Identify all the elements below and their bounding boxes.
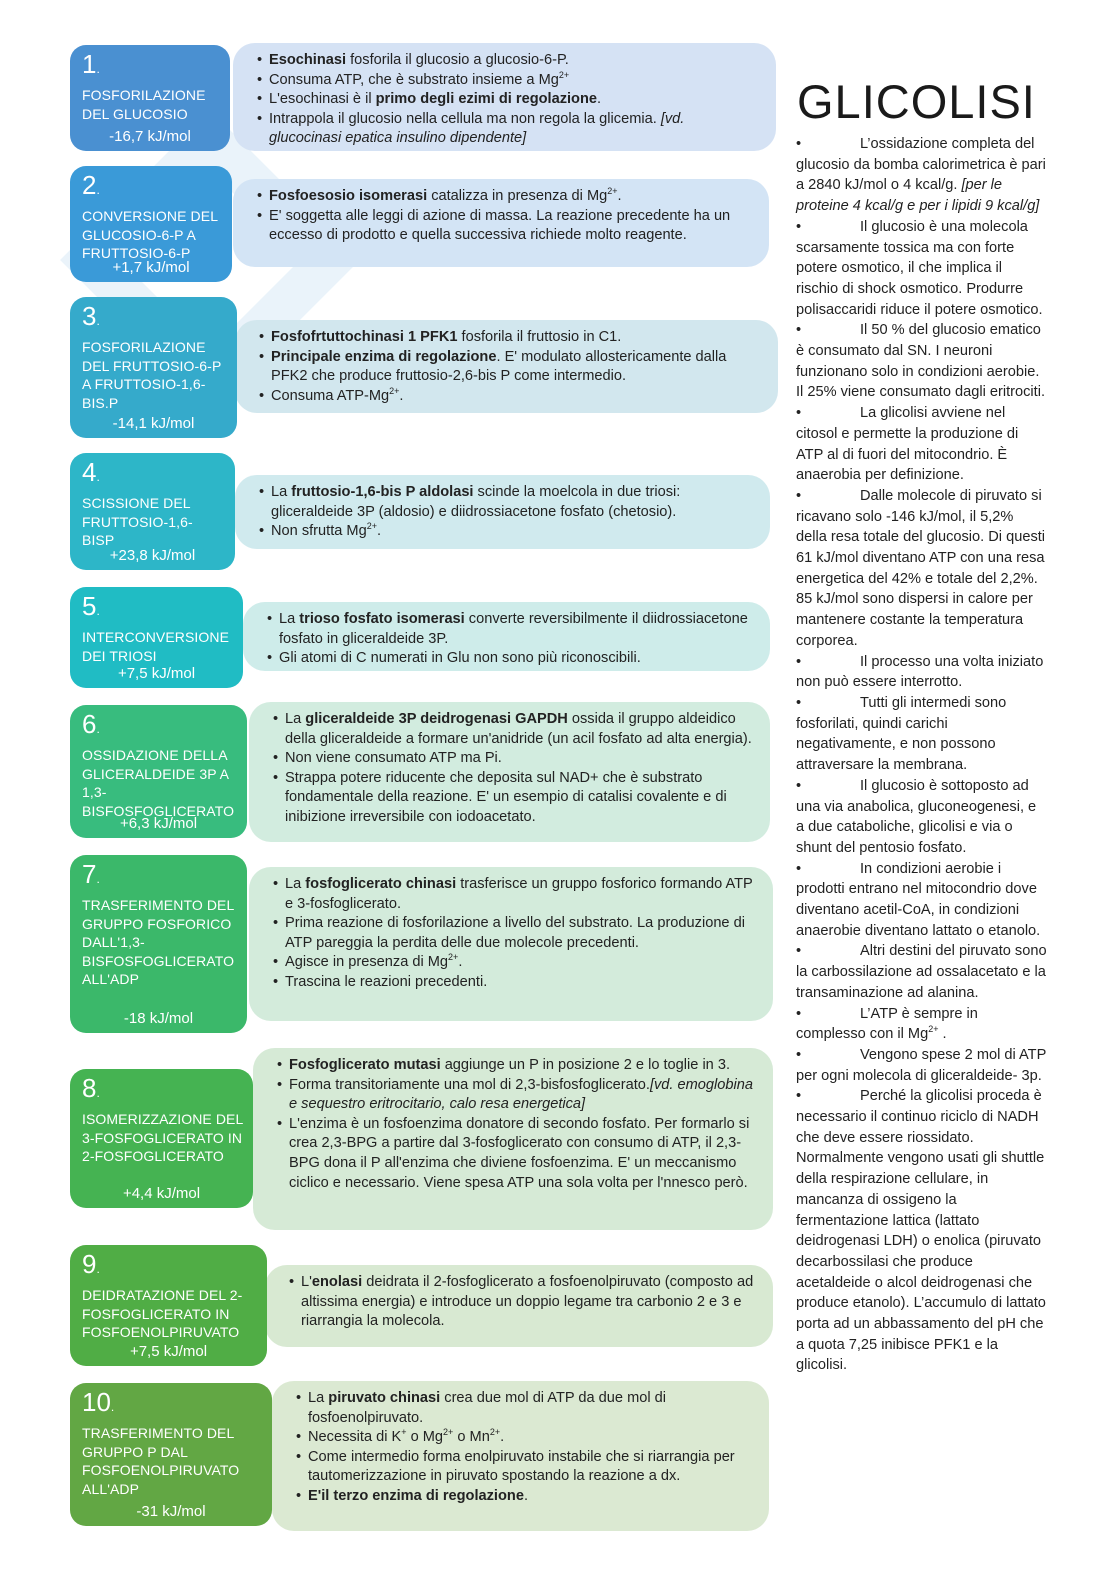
side-note-item: [796, 859, 1048, 942]
side-note-item: [796, 486, 1048, 652]
side-notes-list: [796, 134, 1048, 1376]
bullet-icon: •: [796, 777, 802, 794]
step-name: TRASFERIMENTO DEL GRUPPO P DAL FOSFOENOLPIRUVATO ALL'ADP: [82, 1425, 240, 1497]
step-energy: -16,7 kJ/mol: [109, 128, 191, 145]
side-note-item: [796, 403, 1048, 486]
step-3-segment: Consuma ATP-Mg: [271, 387, 390, 404]
side-note-segment: Dalle molecole di piruvato si ricavano solo -146 kJ/mol, il 5,2% della resa totale del glucosio. Di questi 61 kJ/mol diventano ATP con una resa energetica del 42% e totale del 2,2%. 85 kJ/mol sono dispersi in calore per mantenere costante la temperatura corporea.: [796, 487, 1046, 649]
side-note-segment: .: [938, 1026, 947, 1043]
side-note-segment: L’ossidazione completa del glucosio da bomba calorimetrica è pari a 2840 kJ/mol o 4 kcal/g.: [796, 136, 1046, 194]
bullet-icon: •: [796, 943, 802, 960]
side-note-item: [796, 217, 1048, 321]
step-6-bullet: [285, 749, 752, 769]
step-3-segment: 2+: [389, 385, 400, 396]
step-5-bullet: [279, 649, 752, 669]
step-7-segment: Agisce in presenza di Mg: [285, 954, 449, 971]
step-5-segment: converte reversibilmente il diidrossiacetone fosfato in gliceraldeide 3P.: [279, 611, 748, 647]
side-note-segment: 2+: [928, 1024, 939, 1035]
side-note-segment: L’ATP è sempre in complesso con il Mg: [796, 1005, 978, 1043]
step-8-segment: Forma transitoriamente una mol di 2,3-bisfosfoglicerato.: [289, 1076, 650, 1093]
step-8-segment: Fosfoglicerato mutasi: [289, 1057, 441, 1073]
side-note-item: [796, 652, 1048, 693]
step-4-segment: Non sfrutta Mg: [271, 523, 367, 540]
step-6-box: [70, 705, 247, 838]
step-energy: +6,3 kJ/mol: [119, 815, 198, 832]
step-9-segment: L': [301, 1274, 312, 1290]
page-title: GLICOLISI: [797, 75, 1036, 128]
step-energy: +4,4 kJ/mol: [122, 1185, 201, 1202]
step-4-box: [70, 453, 235, 570]
step-10-segment: 2+: [489, 1427, 501, 1438]
step-4-bullet: [271, 522, 752, 542]
side-note-item: [796, 941, 1048, 1003]
step-10-segment: piruvato chinasi: [328, 1390, 441, 1406]
side-note-segment: La glicolisi avviene nel citosol e permette la produzione di ATP al di fuori del mitocondrio. È anaerobia per definizione.: [796, 405, 1019, 484]
bullet-icon: •: [796, 1005, 802, 1022]
bullet-icon: •: [796, 860, 802, 877]
step-10-segment: Come intermedio forma enolpiruvato instabile che si riarrangia per tautomerizzazione in piruvato spostando la reazione a dx.: [308, 1448, 735, 1485]
step-10-segment: o Mg: [406, 1429, 444, 1446]
step-energy: +7,5 kJ/mol: [117, 665, 196, 682]
bullet-icon: •: [796, 487, 802, 504]
step-1-segment: primo degli ezimi di regolazione: [375, 91, 597, 108]
step-7-bullet: [285, 914, 755, 953]
side-note-item: [796, 1086, 1048, 1376]
step-6-segment: Strappa potere riducente che deposita sul NAD+ che è substrato fondamentale della reazione. E' un esempio di catalisi covalente e di inibizione irreversibile con iodoacetato.: [285, 769, 727, 825]
step-name: SCISSIONE DEL FRUTTOSIO-1,6-BISP: [82, 495, 193, 548]
step-3-segment: .: [399, 387, 404, 404]
step-3-description: [235, 320, 778, 413]
side-note-segment: Altri destini del piruvato sono la carbossilazione ad ossalacetato e la transaminazione ad alanina.: [796, 943, 1047, 1001]
step-2-description: [233, 179, 769, 267]
step-10-segment: .: [523, 1487, 528, 1504]
step-4-segment: scinde la moelcola in due triosi: gliceraldeide 3P (aldosio) e diidrossiacetone fosfato (chetosio).: [271, 484, 681, 520]
step-4-segment: fruttosio-1,6-bis P aldolasi: [291, 484, 474, 500]
step-3-bullet: [271, 328, 760, 348]
step-name: OSSIDAZIONE DELLA GLICERALDEIDE 3P A 1,3-BISFOSFOGLICERATO: [82, 747, 235, 819]
step-number: 10.: [82, 1387, 115, 1417]
step-6-bullet: [285, 710, 752, 749]
step-3-box: [70, 297, 237, 438]
step-7-segment: trasferisce un gruppo fosforico formando ATP e 3-fosfoglicerato.: [285, 876, 753, 912]
step-7-bullet: [285, 973, 755, 993]
step-10-bullet: [308, 1487, 751, 1507]
side-note-item: [796, 134, 1048, 217]
step-10-segment: Necessita di K: [308, 1429, 402, 1446]
step-9-description: [265, 1265, 773, 1347]
step-4-segment: La: [271, 484, 292, 500]
step-8-bullet: [289, 1115, 755, 1193]
step-10-box: [70, 1383, 272, 1526]
step-energy: -14,1 kJ/mol: [112, 415, 195, 432]
step-number: 1.: [82, 49, 100, 79]
step-8-bullet: [289, 1076, 755, 1115]
side-note-segment: [per le proteine 4 kcal/g e per i lipidi 9 kcal/g]: [796, 177, 1040, 215]
step-1-bullet: [269, 110, 758, 149]
bullet-icon: •: [796, 1088, 802, 1105]
step-8-segment: [vd. emoglobina e sequestro eritrocitario, calo resa energetica]: [289, 1076, 753, 1113]
step-5-segment: trioso fosfato isomerasi: [299, 611, 465, 627]
step-energy: +1,7 kJ/mol: [112, 259, 190, 276]
side-note-segment: Perché la glicolisi proceda è necessario il continuo riciclo di NADH che deve essere riossidato. Normalmente vengono usati gli shuttle della respirazione cellulare, in mancanza di ossigeno la fermentazione lattica (lattato deidrogenasi LDH) o enolica (piruvato decarbossilasi che produce acetaldeide o alcol deidrogenasi che produce etanolo). L’accumulo di lattato porta ad un abbassamento del pH che a quota 7,25 inibisce PFK1 e la glicolisi.: [796, 1088, 1046, 1374]
step-10-segment: .: [500, 1429, 505, 1446]
side-note-segment: Il glucosio è una molecola scarsamente tossica ma con forte potere osmotico, il che implica il rischio di shock osmotico. Produrre polisaccaridi riduce il potere osmotico.: [796, 218, 1043, 318]
step-2-segment: E' soggetta alle leggi di azione di massa. La reazione precedente ha un eccesso di prodotto e quella successiva richiede molto reagente.: [269, 207, 731, 244]
step-number: 6.: [82, 709, 100, 739]
step-7-box: [70, 855, 247, 1033]
step-2-segment: 2+: [607, 186, 618, 197]
step-1-segment: 2+: [558, 69, 570, 80]
step-5-segment: La: [279, 611, 300, 627]
step-3-bullet: [271, 348, 760, 387]
step-name: DEIDRATAZIONE DEL 2-FOSFOGLICERATO IN FOSFOENOLPIRUVATO: [82, 1287, 243, 1340]
step-9-bullet: [301, 1273, 755, 1332]
step-5-box: [70, 587, 243, 688]
step-6-segment: La: [285, 711, 306, 727]
side-note-item: [796, 1004, 1048, 1045]
side-note-item: [796, 1045, 1048, 1086]
step-2-bullet: [269, 207, 751, 246]
step-7-segment: Trascina le reazioni precedenti.: [285, 973, 488, 990]
step-name: TRASFERIMENTO DEL GRUPPO FOSFORICO DALL'1,3-BISFOSFOGLICERATO ALL'ADP: [82, 897, 235, 987]
side-note-segment: Il 50 % del glucosio ematico è consumato dal SN. I neuroni funzionano solo in condizioni aerobie. Il 25% viene consumato dagli eritrociti.: [796, 322, 1046, 401]
bullet-icon: •: [796, 653, 802, 670]
step-energy: -18 kJ/mol: [123, 1010, 194, 1027]
step-7-segment: La: [285, 876, 306, 892]
step-energy: +23,8 kJ/mol: [109, 547, 196, 564]
step-9-box: [70, 1245, 267, 1366]
step-name: ISOMERIZZAZIONE DEL 3-FOSFOGLICERATO IN 2-FOSFOGLICERATO: [82, 1111, 243, 1164]
step-8-segment: L'enzima è un fosfoenzima donatore di secondo fosfato. Per formarlo si crea 2,3-BPG a partire dal 3-fosfoglicerato con consumo di ATP, il 2,3-BPG dona il P all'enzima che diviene fosfoenzima. E' un meccanismo ciclico e necessario. Viene spesa ATP una sola volta per l'nnesco però.: [289, 1115, 750, 1191]
step-6-segment: gliceraldeide 3P deidrogenasi GAPDH: [305, 711, 568, 727]
step-7-bullet: [285, 953, 755, 973]
step-1-bullet: [269, 51, 758, 71]
step-10-bullet: [308, 1448, 751, 1487]
step-8-bullet: [289, 1056, 755, 1076]
step-number: 5.: [82, 591, 100, 621]
step-6-bullet: [285, 769, 752, 828]
step-name: INTERCONVERSIONE DEI TRIOSI: [82, 629, 230, 664]
step-1-segment: Esochinasi: [269, 52, 347, 68]
step-8-segment: aggiunge un P in posizione 2 e lo toglie in 3.: [440, 1057, 731, 1073]
step-7-segment: fosfoglicerato chinasi: [305, 876, 457, 892]
step-number: 2.: [82, 170, 100, 200]
bullet-icon: •: [796, 405, 802, 422]
step-10-bullet: [308, 1389, 751, 1428]
step-1-description: [233, 43, 776, 151]
step-6-description: [249, 702, 770, 842]
step-name: FOSFORILAZIONE DEL GLUCOSIO: [82, 87, 206, 122]
step-3-segment: Principale enzima di regolazione: [271, 348, 497, 365]
step-2-segment: Fosfoesosio isomerasi: [269, 188, 428, 204]
side-note-segment: In condizioni aerobie i prodotti entrano nel mitocondrio dove diventano acetil-CoA, in condizioni anaerobie diventano lattato o etanolo.: [796, 860, 1041, 939]
step-9-segment: enolasi: [311, 1274, 363, 1290]
step-1-segment: Intrappola il glucosio nella cellula ma non regola la glicemia.: [269, 110, 661, 127]
step-3-segment: Fosfofrtuttochinasi 1 PFK1: [271, 329, 458, 345]
step-7-description: [249, 867, 773, 1021]
step-name: FOSFORILAZIONE DEL FRUTTOSIO-6-P A FRUTTOSIO-1,6-BIS.P: [82, 339, 222, 411]
step-10-segment: La: [308, 1390, 329, 1406]
step-6-segment: Non viene consumato ATP ma Pi.: [285, 750, 502, 767]
step-5-bullet: [279, 610, 752, 649]
step-10-segment: crea due mol di ATP da due mol di fosfoenolpiruvato.: [308, 1390, 667, 1426]
step-number: 7.: [82, 859, 100, 889]
step-4-description: [235, 475, 770, 549]
step-3-segment: fosforila il fruttosio in C1.: [457, 329, 622, 345]
step-10-segment: E'il terzo enzima di regolazione: [308, 1487, 524, 1504]
step-1-segment: [vd. glucocinasi epatica insulino dipendente]: [269, 110, 685, 147]
step-7-segment: 2+: [448, 952, 459, 963]
step-number: 3.: [82, 301, 100, 331]
step-4-segment: 2+: [366, 521, 377, 532]
step-8-box: [70, 1069, 253, 1208]
step-3-segment: . E' modulato allostericamente dalla PFK2 che produce fruttosio-2,6-bis P come intermedio.: [271, 348, 727, 385]
step-2-box: [70, 166, 232, 282]
step-9-segment: deidrata il 2-fosfoglicerato a fosfoenolpiruvato (composto ad altissima energia) e introduce un doppio legame tra carbonio 2 e 3 e riarrangia la molecola.: [301, 1274, 754, 1330]
step-4-bullet: [271, 483, 752, 522]
step-2-segment: .: [617, 188, 622, 204]
step-energy: -31 kJ/mol: [136, 1503, 206, 1520]
step-10-description: [272, 1381, 769, 1531]
bullet-icon: •: [796, 1046, 802, 1063]
step-7-segment: Prima reazione di fosforilazione a livello del substrato. La produzione di ATP pareggia la perdita delle due molecole precedenti.: [285, 915, 745, 951]
step-1-bullet: [269, 90, 758, 110]
step-10-segment: 2+: [443, 1427, 454, 1438]
step-2-bullet: [269, 187, 751, 207]
step-2-segment: catalizza in presenza di Mg: [427, 188, 608, 204]
step-energy: +7,5 kJ/mol: [129, 1343, 208, 1360]
step-1-bullet: [269, 71, 758, 91]
bullet-icon: •: [796, 694, 802, 711]
step-number: 8.: [82, 1073, 100, 1103]
step-4-segment: .: [376, 523, 382, 540]
side-note-item: [796, 320, 1048, 403]
step-10-segment: +: [401, 1427, 407, 1438]
side-note-item: [796, 693, 1048, 776]
step-name: CONVERSIONE DEL GLUCOSIO-6-P A FRUTTOSIO-6-P: [82, 208, 218, 261]
step-number: 4.: [82, 457, 100, 487]
step-1-segment: Consuma ATP, che è substrato insieme a Mg: [269, 71, 559, 88]
step-5-segment: Gli atomi di C numerati in Glu non sono più riconoscibili.: [279, 650, 641, 667]
bullet-icon: •: [796, 218, 802, 235]
step-1-segment: L'esochinasi è il: [269, 91, 376, 108]
side-note-item: [796, 776, 1048, 859]
step-number: 9.: [82, 1249, 100, 1279]
step-1-segment: .: [597, 91, 602, 108]
step-10-bullet: [308, 1428, 751, 1448]
step-10-segment: o Mn: [453, 1429, 490, 1446]
step-6-segment: ossida il gruppo aldeidico della gliceraldeide a formare un'anidride (un acil fosfato ad alta energia).: [285, 711, 752, 747]
side-note-segment: Vengono spese 2 mol di ATP per ogni molecola di gliceraldeide- 3p.: [796, 1046, 1047, 1084]
step-3-bullet: [271, 387, 760, 407]
bullet-icon: •: [796, 322, 802, 339]
step-1-box: [70, 45, 230, 151]
step-5-description: [243, 602, 770, 671]
step-8-description: [253, 1048, 773, 1230]
step-7-segment: .: [458, 954, 463, 971]
side-note-segment: Il glucosio è sottoposto ad una via anabolica, gluconeogenesi, e a due cataboliche, glicolisi e via o shunt del pentosio fosfato.: [796, 777, 1037, 856]
step-7-bullet: [285, 875, 755, 914]
side-note-segment: Il processo una volta iniziato non può essere interrotto.: [796, 653, 1044, 691]
bullet-icon: •: [796, 136, 802, 152]
step-1-segment: fosforila il glucosio a glucosio-6-P.: [346, 52, 569, 68]
side-note-segment: Tutti gli intermedi sono fosforilati, quindi carichi negativamente, e non possono attraversare la membrana.: [796, 694, 1007, 774]
